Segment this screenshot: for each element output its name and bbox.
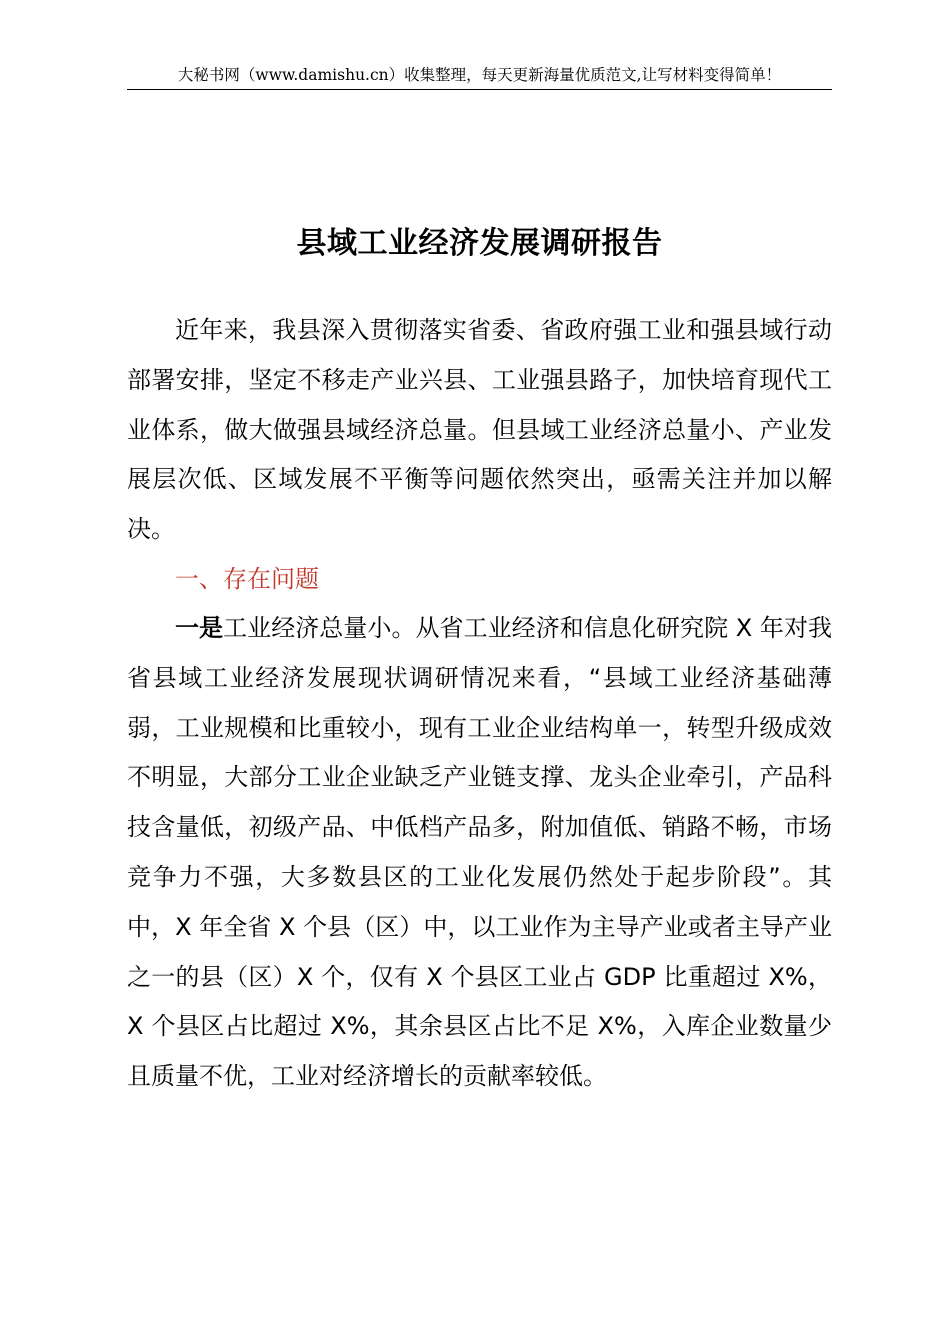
point-1-lead: 一是 <box>175 614 224 642</box>
intro-paragraph: 近年来，我县深入贯彻落实省委、省政府强工业和强县域行动部署安排，坚定不移走产业兴县、工业强县路子，加快培育现代工业体系，做大做强县域经济总量。但县域工业经济总量小、产业发展层次低、区域发展不平衡等问题依然突出，亟需关注并加以解决。 <box>127 316 832 544</box>
problem-point-1 <box>127 604 832 1102</box>
point-1-text: 工业经济总量小。从省工业经济和信息化研究院 X 年对我省县域工业经济发展现状调研情况来看，“县域工业经济基础薄弱，工业规模和比重较小，现有工业企业结构单一，转型升级成效不明显，大部分工业企业缺乏产业链支撑、龙头企业牵引，产品科技含量低，初级产品、中低档产品多，附加值低、销路不畅，市场竞争力不强，大多数县区的工业化发展仍然处于起步阶段”。其中，X 年全省 X 个县（区）中，以工业作为主导产业或者主导产业之一的县（区）X 个，仅有 X 个县区工业占 GDP 比重超过 X%，X 个县区占比超过 X%，其余县区占比不足 X%，入库企业数量少且质量不优，工业对经济增长的贡献率较低。 <box>127 614 833 1091</box>
section-heading-problems: 一、存在问题 <box>175 565 319 593</box>
header-divider <box>127 89 832 90</box>
page-header-note: 大秘书网（www.damishu.cn）收集整理，每天更新海量优质范文,让写材料变得简单！ <box>177 66 782 84</box>
document-title: 县域工业经济发展调研报告 <box>296 226 663 261</box>
